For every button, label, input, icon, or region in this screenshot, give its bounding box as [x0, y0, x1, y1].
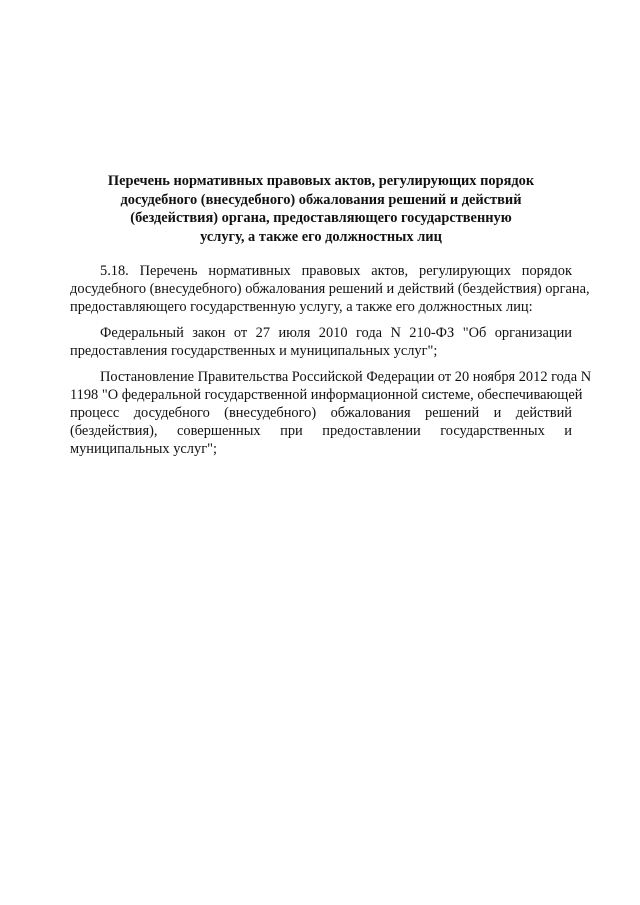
heading-line: досудебного (внесудебного) обжалования решений и действий: [120, 191, 522, 208]
section-heading: [70, 172, 572, 246]
heading-line: услугу, а также его должностных лиц: [200, 228, 442, 245]
paragraph-federal-law: [70, 324, 572, 360]
document-page: [70, 172, 592, 466]
heading-line: (бездействия) органа, предоставляющего государственную: [130, 210, 512, 226]
heading-line: Перечень нормативных правовых актов, регулирующих порядок: [107, 173, 535, 189]
paragraph-line: муниципальных услуг";: [70, 441, 217, 457]
paragraph-government-decree: [70, 368, 592, 458]
paragraph-line: (бездействия), совершенных при предоставлении государственных и: [70, 423, 572, 439]
paragraph-line: предоставления государственных и муниципальных услуг";: [70, 343, 438, 359]
paragraph-line: процесс досудебного (внесудебного) обжалования решений и действий: [70, 405, 572, 421]
paragraph-line: предоставляющего государственную услугу, а также его должностных лиц:: [70, 299, 533, 315]
paragraph-line: досудебного (внесудебного) обжалования решений и действий (бездействия) органа,: [70, 281, 590, 297]
paragraph-line: Постановление Правительства Российской Федерации от 20 ноября 2012 года N: [100, 369, 592, 385]
paragraph-line: 1198 "О федеральной государственной информационной системе, обеспечивающей: [70, 387, 583, 403]
paragraph-line: Федеральный закон от 27 июля 2010 года N 210-ФЗ "Об организации: [100, 325, 572, 341]
paragraph-line: 5.18. Перечень нормативных правовых актов, регулирующих порядок: [100, 263, 572, 279]
paragraph-5-18: [70, 262, 590, 316]
